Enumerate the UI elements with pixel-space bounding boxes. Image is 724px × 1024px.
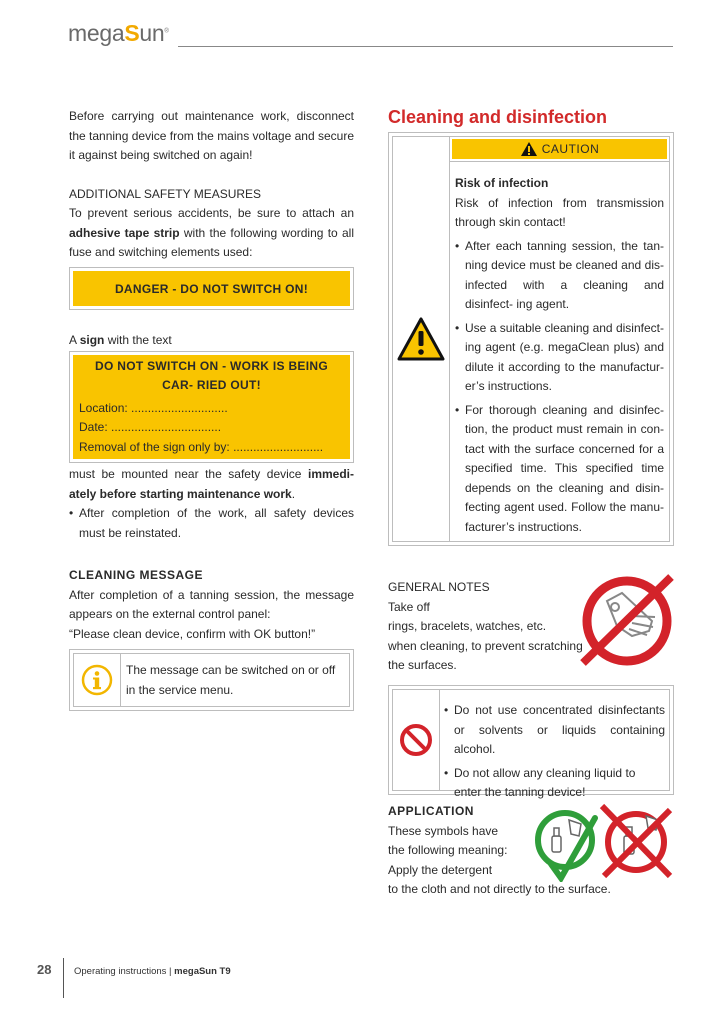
general-line: Take off: [388, 599, 430, 614]
no-bullet-text: Do not allow any cleaning liquid to enter the tanning device!: [454, 765, 636, 799]
footer-divider: [63, 958, 64, 998]
caution-table: [388, 132, 674, 546]
no-bullet-text: Do not use concentrated disinfectants or solvents or liquids containing alcohol.: [454, 703, 665, 756]
caution-bullet: [455, 401, 664, 538]
logo-registered: ®: [164, 28, 169, 35]
bullet-dot: •: [455, 320, 460, 335]
caution-header: [452, 139, 667, 159]
megasun-logo: [68, 20, 169, 47]
risk-text: Risk of infection from transmission through skin contact!: [455, 195, 664, 229]
reinstate-text: After completion of the work, all safety devices must be reinstated.: [79, 506, 354, 540]
no-bullet: [444, 701, 665, 760]
logo-accent: S: [124, 20, 140, 46]
sign-pre: A: [69, 333, 80, 347]
additional-paragraph: [69, 204, 354, 263]
sign-bold: sign: [79, 333, 105, 347]
bullet-dot: •: [455, 238, 460, 253]
no-jewellery-icon: [577, 571, 677, 671]
risk-heading: Risk of infection: [455, 176, 549, 190]
footer-prefix: Operating instructions |: [74, 966, 175, 977]
header-rule: [178, 46, 673, 47]
additional-bold: adhesive tape strip: [69, 225, 180, 240]
sign-box: [69, 351, 354, 464]
danger-text: DANGER - DO NOT SWITCH ON!: [73, 271, 350, 307]
application-line: to the cloth and not directly to the surface.: [388, 882, 611, 896]
warning-triangle-icon: [396, 316, 446, 362]
general-heading: GENERAL NOTES: [388, 580, 490, 594]
mount-bold: immedi- ately before starting maintenance work: [69, 467, 354, 501]
caution-bullet-text: For thorough cleaning and disinfec- tion, the product must remain in con- tact with the surface concerned for a specified time. This specified time depends on the cleaning and disin- fecting agent used. Follow the manu- facturer’s instructions.: [465, 402, 664, 534]
apply-to-cloth-correct-icon: [535, 802, 605, 882]
cleaning-message-heading: CLEANING MESSAGE: [69, 568, 204, 582]
general-notes: [388, 578, 598, 676]
additional-post: with the following wording to all fuse and switching elements used:: [69, 225, 354, 259]
general-line: rings, bracelets, watches, etc.: [388, 619, 547, 633]
mount-pre: must be mounted near the safety device: [69, 467, 308, 481]
prohibited-icon: [399, 723, 433, 757]
mount-paragraph: [69, 465, 354, 504]
caution-bullet-text: After each tanning session, the tan- ning device must be cleaned and dis- infected with a cleaning and disinfect- ing agent.: [465, 238, 664, 311]
left-column: [69, 107, 354, 711]
caution-bullet: [455, 319, 664, 397]
application-heading: APPLICATION: [388, 804, 474, 818]
cleaning-message-text: After completion of a tanning session, the message appears on the external control panel:: [69, 587, 354, 621]
info-box: [69, 649, 354, 711]
caution-bullet: [455, 237, 664, 315]
sign-intro: [69, 331, 354, 351]
caution-label: CAUTION: [541, 142, 600, 156]
bullet-dot: •: [455, 402, 460, 417]
application-line: These symbols have: [388, 823, 499, 838]
sign-title: DO NOT SWITCH ON - WORK IS BEING CAR- RIED OUT!: [95, 358, 328, 392]
footer-product: megaSun T9: [174, 966, 231, 977]
sign-post: with the text: [104, 333, 172, 347]
reinstate-bullet: [69, 504, 354, 543]
info-icon: [81, 664, 113, 696]
general-line: the surfaces.: [388, 658, 457, 672]
additional-pre: To prevent serious accidents, be sure to attach an: [69, 206, 354, 220]
logo-prefix: mega: [68, 20, 125, 46]
bullet-dot: •: [444, 765, 449, 780]
no-bullet: [444, 764, 665, 803]
apply-to-surface-wrong-icon: [598, 802, 676, 880]
additional-heading: ADDITIONAL SAFETY MEASURES: [69, 186, 262, 201]
mount-post: .: [291, 486, 296, 501]
logo-suffix: un: [139, 20, 165, 46]
danger-box: [69, 267, 354, 311]
application-line: Apply the detergent: [388, 862, 493, 877]
application-line: the following meaning:: [388, 843, 508, 857]
section-title: Cleaning and disinfection: [388, 107, 608, 127]
sign-date: Date: .................................: [79, 420, 222, 434]
caution-bullet-text: Use a suitable cleaning and disinfect- ing agent (e.g. megaClean plus) and dilute it according to the manufactur- er’s instructions.: [465, 320, 664, 393]
bullet-dot: •: [444, 703, 449, 717]
no-disinfectant-table: [388, 685, 674, 799]
bullet-dot: •: [69, 506, 74, 520]
sign-location: Location: .............................: [79, 400, 228, 415]
cleaning-message-quote: “Please clean device, confirm with OK button!”: [69, 626, 316, 641]
footer-text: [74, 966, 231, 977]
general-line: when cleaning, to prevent scratching: [388, 638, 583, 653]
sign-removal: Removal of the sign only by: ...........................: [79, 439, 324, 454]
intro-paragraph: Before carrying out maintenance work, disconnect the tanning device from the mains voltage and secure it against being switched on again!: [69, 109, 354, 162]
page-number: 28: [37, 962, 52, 977]
caution-small-icon: [520, 141, 538, 157]
info-text: The message can be switched on or off in the service menu.: [121, 653, 350, 707]
